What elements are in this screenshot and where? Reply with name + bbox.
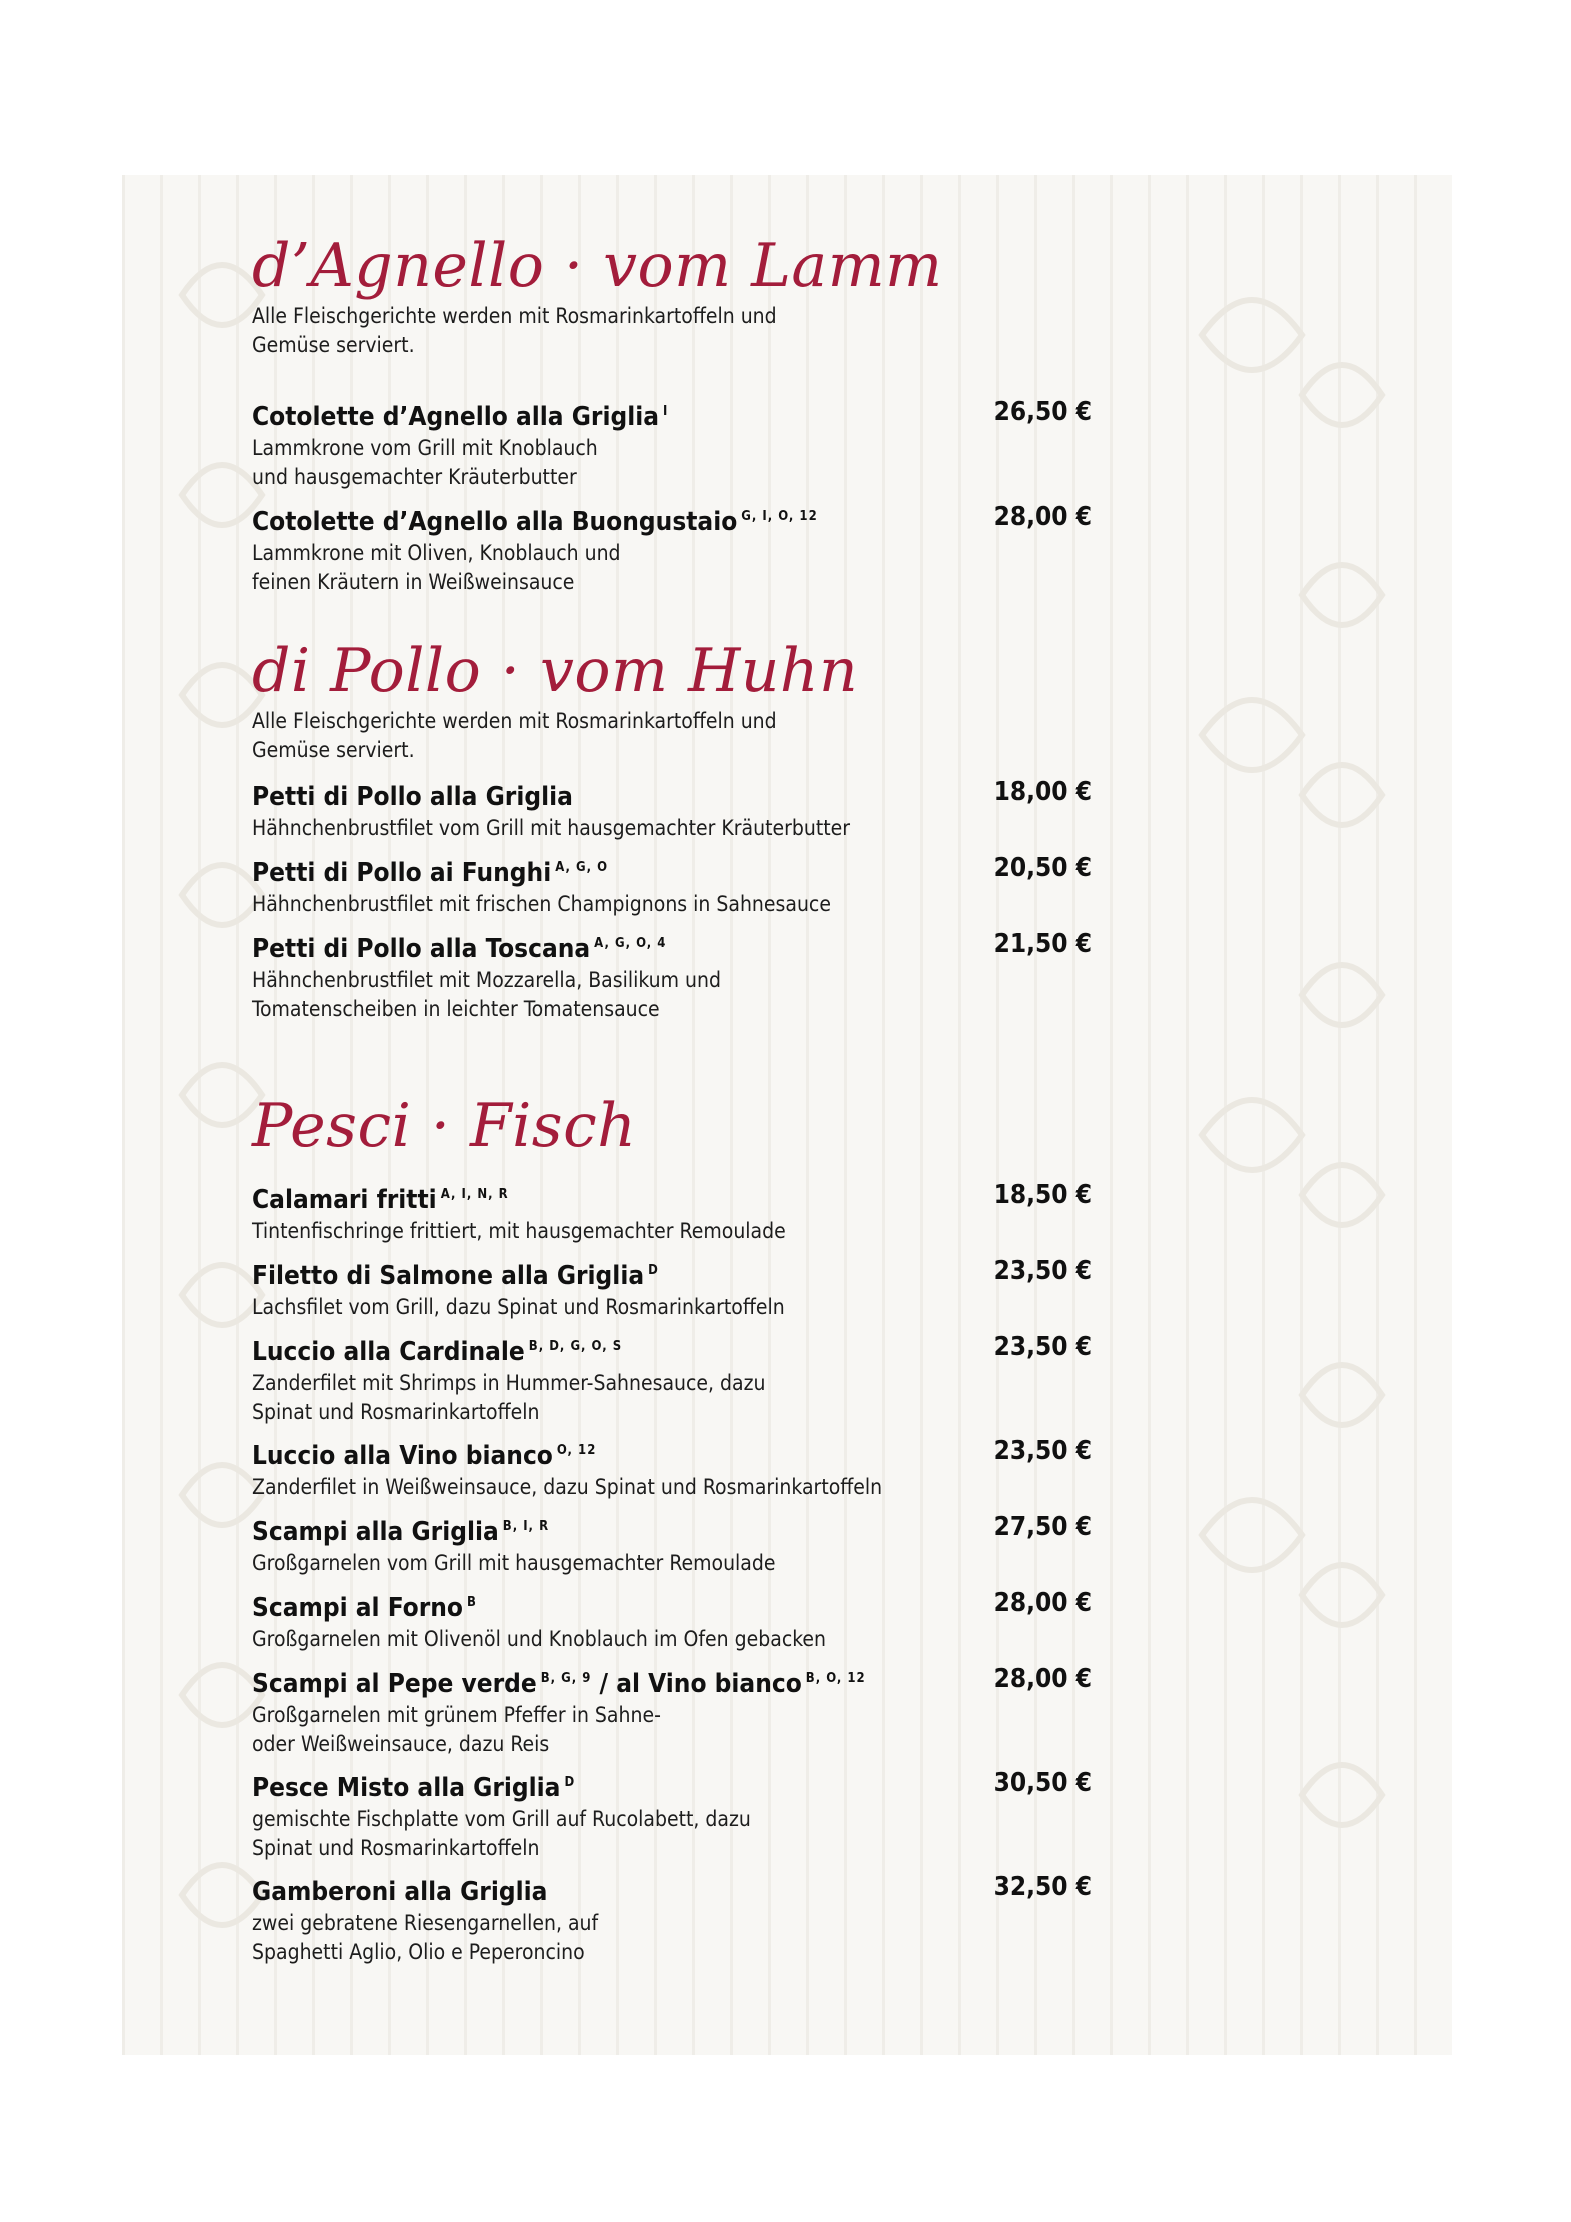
item-name: Gamberoni alla Griglia xyxy=(252,1877,548,1907)
menu-item xyxy=(252,1178,1092,1246)
item-name: Cotolette d’Agnello alla Buongustaio $^{G, I, O, 12}$ xyxy=(252,507,818,537)
item-desc: Lammkrone vom Grill mit Knoblauch und hausgemachter Kräuterbutter xyxy=(252,436,598,489)
item-allergens: I xyxy=(663,404,669,419)
section-chicken xyxy=(252,635,1092,1021)
item-name: Scampi al Pepe verde $^{B, G, 9}$ / al Vino bianco $^{B, O, 12}$ xyxy=(252,1669,866,1699)
item-name: Calamari fritti $^{A, I, N, R}$ xyxy=(252,1185,509,1215)
menu-item xyxy=(252,851,1092,919)
item-desc: Hähnchenbrustfilet mit frischen Champignons in Sahnesauce xyxy=(252,892,831,916)
item-allergens: B xyxy=(466,1595,477,1610)
item-allergens: G, I, O, 12 xyxy=(741,509,818,524)
menu-item xyxy=(252,927,1092,1024)
item-allergens: B, D, G, O, S xyxy=(528,1339,623,1354)
menu-item xyxy=(252,500,1092,597)
item-price: 28,00 € xyxy=(993,1664,1092,1694)
item-price: 21,50 € xyxy=(993,929,1092,959)
item-allergens: A, I, N, R xyxy=(440,1187,509,1202)
item-name: Luccio alla Cardinale $^{B, D, G, O, S}$ xyxy=(252,1337,623,1367)
menu-item xyxy=(252,775,1092,843)
item-allergens: B, O, 12 xyxy=(805,1671,866,1686)
section-lamb xyxy=(252,230,1092,594)
item-desc: Großgarnelen vom Grill mit hausgemachter Remoulade xyxy=(252,1551,776,1575)
menu-item xyxy=(252,1870,1092,1967)
item-name: Cotolette d’Agnello alla Griglia $^I$ xyxy=(252,402,669,432)
item-desc: gemischte Fischplatte vom Grill auf Rucolabett, dazu Spinat und Rosmarinkartoffeln xyxy=(252,1807,751,1860)
item-name: Luccio alla Vino bianco $^{O, 12}$ xyxy=(252,1441,597,1471)
section-note: Alle Fleischgerichte werden mit Rosmarinkartoffeln und Gemüse serviert. xyxy=(252,709,777,762)
item-name: Pesce Misto alla Griglia $^D$ xyxy=(252,1773,576,1803)
item-allergens: D xyxy=(564,1775,576,1790)
section-fish xyxy=(252,1090,1092,1964)
section-title: Pesci · Fisch xyxy=(252,1091,637,1161)
item-desc: zwei gebratene Riesengarnellen, auf Spaghetti Aglio, Olio e Peperoncino xyxy=(252,1911,599,1964)
item-price: 28,00 € xyxy=(993,502,1092,532)
menu-item xyxy=(252,1434,1092,1502)
item-price: 26,50 € xyxy=(993,397,1092,427)
item-price: 23,50 € xyxy=(993,1256,1092,1286)
item-price: 30,50 € xyxy=(993,1768,1092,1798)
menu-item xyxy=(252,1586,1092,1654)
menu-item xyxy=(252,1254,1092,1322)
item-desc: Lachsfilet vom Grill, dazu Spinat und Rosmarinkartoffeln xyxy=(252,1295,785,1319)
item-allergens: O, 12 xyxy=(556,1443,597,1458)
item-price: 20,50 € xyxy=(993,853,1092,883)
item-name: Scampi alla Griglia $^{B, I, R}$ xyxy=(252,1517,550,1547)
item-price: 18,50 € xyxy=(993,1180,1092,1210)
menu-item xyxy=(252,1510,1092,1578)
item-desc: Großgarnelen mit grünem Pfeffer in Sahne- oder Weißweinsauce, dazu Reis xyxy=(252,1703,661,1756)
section-title: d’Agnello · vom Lamm xyxy=(252,231,943,301)
item-desc: Großgarnelen mit Olivenöl und Knoblauch im Ofen gebacken xyxy=(252,1627,827,1651)
item-allergens: A, G, O, 4 xyxy=(594,936,667,951)
item-name: Petti di Pollo ai Funghi $^{A, G, O}$ xyxy=(252,858,609,888)
item-price: 32,50 € xyxy=(993,1872,1092,1902)
section-note: Alle Fleischgerichte werden mit Rosmarinkartoffeln und Gemüse serviert. xyxy=(252,304,777,357)
item-allergens: B, G, 9 xyxy=(540,1671,592,1686)
menu-item xyxy=(252,1330,1092,1427)
menu-item xyxy=(252,1662,1092,1759)
item-desc: Hähnchenbrustfilet mit Mozzarella, Basilikum und Tomatenscheiben in leichter Tomatensauce xyxy=(252,968,721,1021)
item-name: Filetto di Salmone alla Griglia $^D$ xyxy=(252,1261,659,1291)
item-desc: Zanderfilet in Weißweinsauce, dazu Spinat und Rosmarinkartoffeln xyxy=(252,1475,883,1499)
item-desc: Hähnchenbrustfilet vom Grill mit hausgemachter Kräuterbutter xyxy=(252,816,851,840)
item-price: 23,50 € xyxy=(993,1436,1092,1466)
item-price: 27,50 € xyxy=(993,1512,1092,1542)
item-desc: Zanderfilet mit Shrimps in Hummer-Sahnesauce, dazu Spinat und Rosmarinkartoffeln xyxy=(252,1371,766,1424)
item-allergens: B, I, R xyxy=(502,1519,550,1534)
item-name: Petti di Pollo alla Griglia xyxy=(252,782,573,812)
item-price: 23,50 € xyxy=(993,1332,1092,1362)
menu-item xyxy=(252,1766,1092,1863)
section-title: di Pollo · vom Huhn xyxy=(252,636,859,706)
item-price: 28,00 € xyxy=(993,1588,1092,1618)
item-desc: Lammkrone mit Oliven, Knoblauch und feinen Kräutern in Weißweinsauce xyxy=(252,541,621,594)
item-price: 18,00 € xyxy=(993,777,1092,807)
item-allergens: A, G, O xyxy=(555,860,609,875)
item-name: Petti di Pollo alla Toscana $^{A, G, O, 4}$ xyxy=(252,934,667,964)
item-allergens: D xyxy=(648,1263,659,1278)
item-desc: Tintenfischringe frittiert, mit hausgemachter Remoulade xyxy=(252,1219,786,1243)
item-name: Scampi al Forno $^B$ xyxy=(252,1593,477,1623)
menu-item xyxy=(252,395,1092,492)
